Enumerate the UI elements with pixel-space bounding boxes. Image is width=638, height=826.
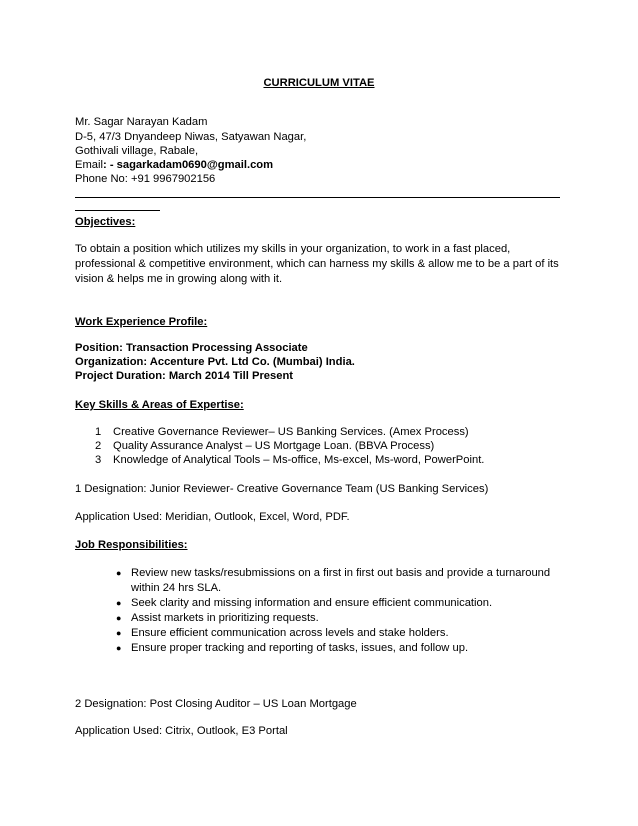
bullet-icon: ● xyxy=(116,568,122,578)
list-item-text: Knowledge of Analytical Tools – Ms-office, Ms-excel, Ms-word, PowerPoint. xyxy=(113,454,485,466)
list-item-text: Review new tasks/resubmissions on a first in first out basis and provide a turnaround within 24 hrs SLA. xyxy=(131,567,551,594)
email-label: Email xyxy=(75,159,103,171)
list-item-text: Assist markets in prioritizing requests. xyxy=(131,612,319,624)
phone-line: Phone No: +91 9967902156 xyxy=(75,173,216,185)
application-used-1: Application Used: Meridian, Outlook, Excel, Word, PDF. xyxy=(75,511,350,523)
designation-1: 1 Designation: Junior Reviewer- Creative Governance Team (US Banking Services) xyxy=(75,483,489,495)
email-link[interactable]: sagarkadam0690@gmail.com xyxy=(116,159,274,171)
bullet-icon: ● xyxy=(116,613,122,623)
organization-line: Organization: Accenture Pvt. Ltd Co. (Mumbai) India. xyxy=(75,356,355,368)
bullet-icon: ● xyxy=(116,628,122,638)
application-used-2: Application Used: Citrix, Outlook, E3 Portal xyxy=(75,725,288,737)
list-item-text: Quality Assurance Analyst – US Mortgage Loan. (BBVA Process) xyxy=(113,440,435,452)
list-item-text: Ensure proper tracking and reporting of tasks, issues, and follow up. xyxy=(131,642,469,654)
designation-2: 2 Designation: Post Closing Auditor – US Loan Mortgage xyxy=(75,698,357,710)
bullet-icon: ● xyxy=(116,643,122,653)
divider-short-line xyxy=(75,210,160,211)
skills-heading: Key Skills & Areas of Expertise: xyxy=(75,399,244,411)
duration-line: Project Duration: March 2014 Till Present xyxy=(75,370,294,382)
position-line: Position: Transaction Processing Associate xyxy=(75,342,308,354)
objectives-heading: Objectives: xyxy=(75,216,136,228)
list-item-text: Ensure efficient communication across levels and stake holders. xyxy=(131,627,449,639)
list-item-text: Seek clarity and missing information and ensure efficient communication. xyxy=(131,597,493,609)
divider-line xyxy=(75,197,560,198)
list-item-number: 2 xyxy=(95,440,102,452)
email-separator: : - xyxy=(102,159,117,171)
list-item-number: 3 xyxy=(95,454,102,466)
work-experience-heading: Work Experience Profile: xyxy=(75,316,208,328)
contact-name: Mr. Sagar Narayan Kadam xyxy=(75,116,208,128)
list-item-number: 1 xyxy=(95,426,102,438)
page-title: CURRICULUM VITAE xyxy=(263,77,375,89)
email-line xyxy=(75,158,273,173)
bullet-icon: ● xyxy=(116,598,122,608)
responsibilities-heading: Job Responsibilities: xyxy=(75,539,188,551)
list-item-text: Creative Governance Reviewer– US Banking Services. (Amex Process) xyxy=(113,426,469,438)
objectives-text: To obtain a position which utilizes my skills in your organization, to work in a fast placed, professional & competitive environment, which can harness my skills & allow me to be a part of its vision & helps me in growing along with it. xyxy=(75,243,559,285)
address-line-2: Gothivali village, Rabale, xyxy=(75,145,199,157)
address-line-1: D-5, 47/3 Dnyandeep Niwas, Satyawan Nagar, xyxy=(75,131,307,143)
